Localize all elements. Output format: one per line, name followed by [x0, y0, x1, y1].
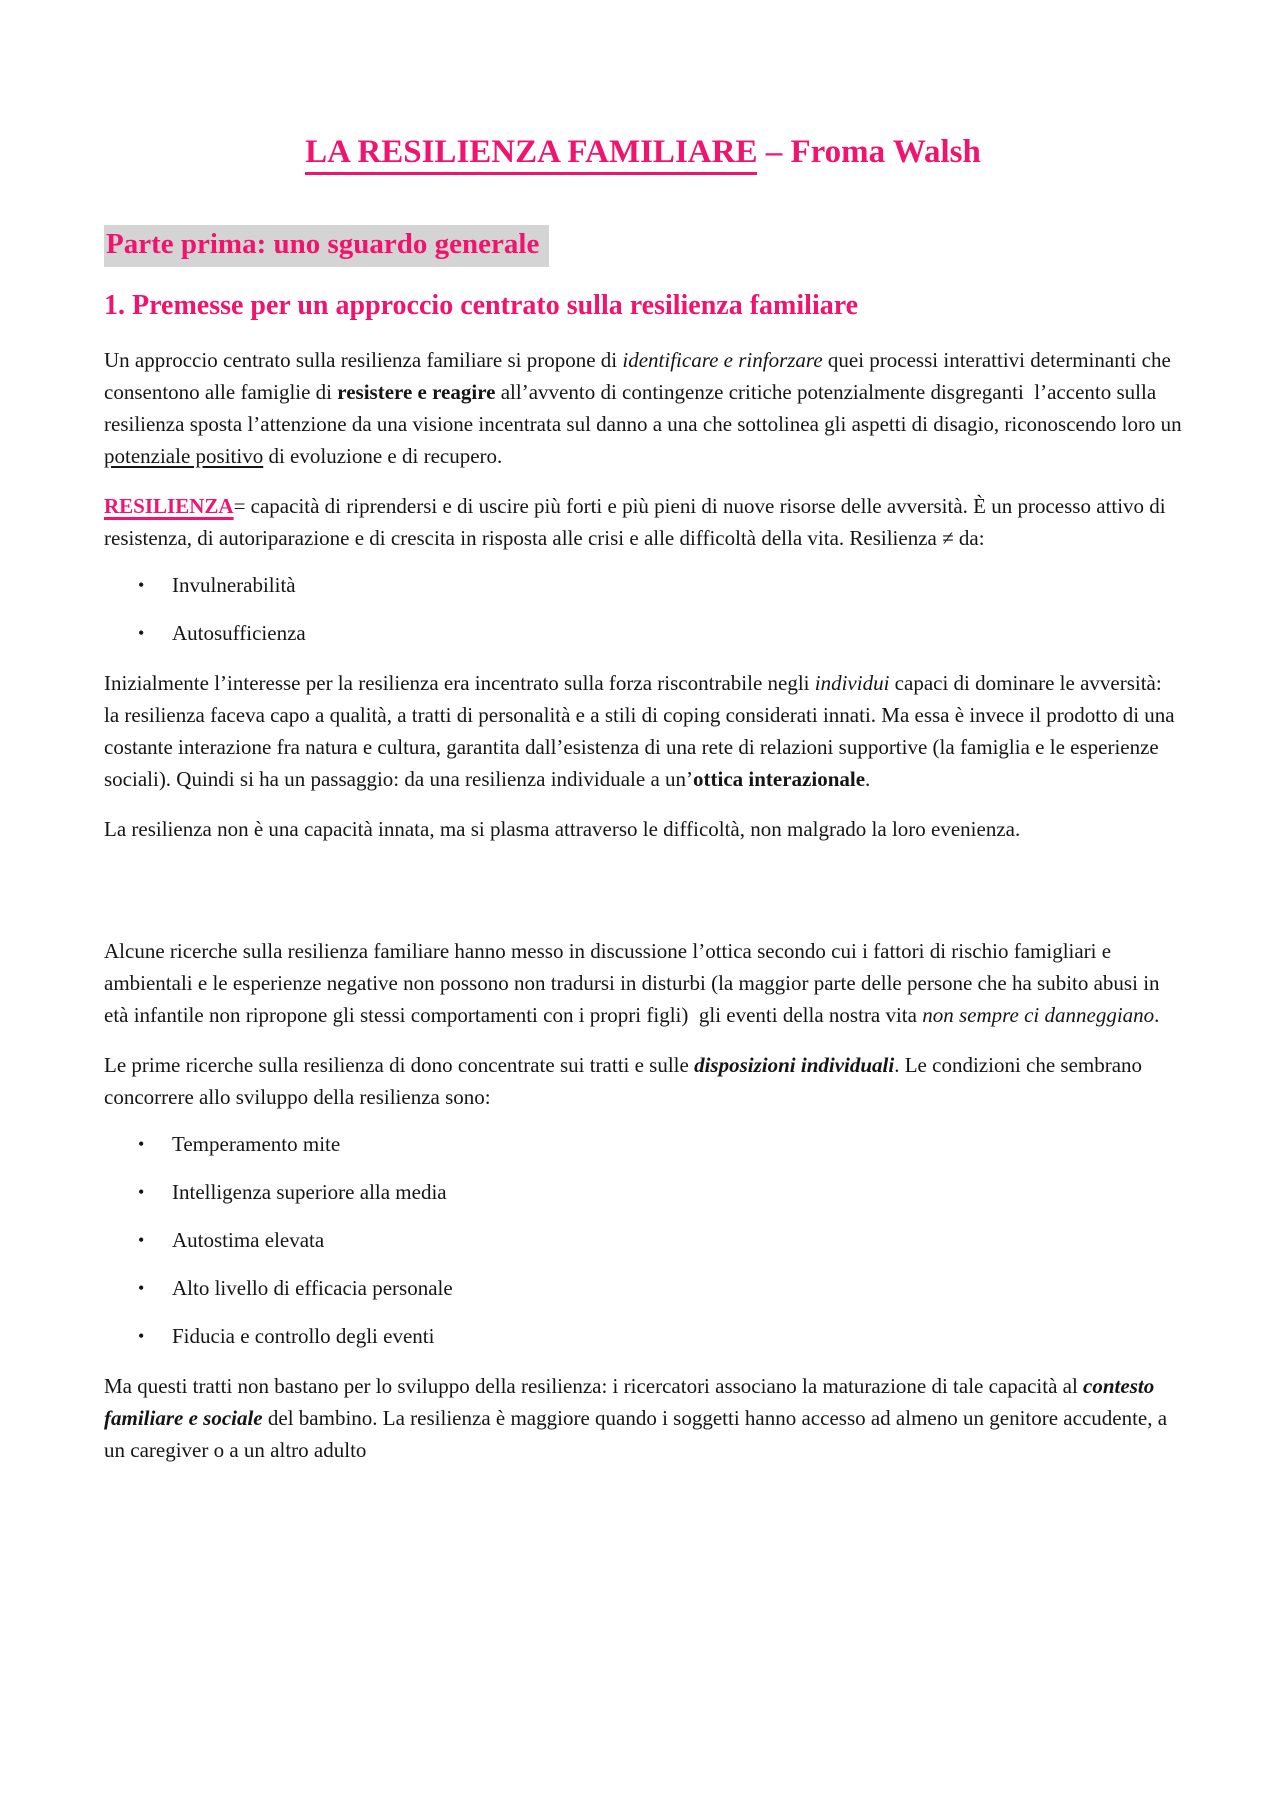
list-item: • Autosufficienza — [104, 617, 1182, 649]
title-main: LA RESILIENZA FAMILIARE — [305, 134, 757, 175]
paragraph-plasma: La resilienza non è una capacità innata, ma si plasma attraverso le difficoltà, non malgrado la loro evenienza. — [104, 816, 1021, 841]
list-item: • Fiducia e controllo degli eventi — [104, 1320, 1182, 1352]
paragraph-prime-ricerche: Le prime ricerche sulla resilienza di dono concentrate sui tratti e sulle disposizioni individuali. Le condizioni che sembrano concorrere allo sviluppo della resilienza sono: — [104, 1052, 1148, 1109]
blank-space — [104, 845, 1182, 917]
paragraph-approccio: Un approccio centrato sulla resilienza familiare si propone di identificare e rinforzare quei processi interattivi determinanti che consentono alle famiglie di resistere e reagire all’avvento di contingenze critiche potenzialmente disgreganti l’accento sulla resilienza sposta l’attenzione da una visione incentrata sul danno a una che sottolinea gli aspetti di disagio, riconoscendo loro un potenziale positivo di evoluzione e di recupero. — [104, 347, 1187, 468]
bullet-list-condizioni — [104, 1128, 1182, 1352]
part-heading: Parte prima: uno sguardo generale — [104, 225, 549, 267]
chapter-heading: 1. Premesse per un approccio centrato sulla resilienza familiare — [104, 289, 859, 321]
document-title — [104, 132, 1182, 173]
paragraph-alcune-ricerche: Alcune ricerche sulla resilienza familiare hanno messo in discussione l’ottica secondo cui i fattori di rischio famigliari e ambientali e le esperienze negative non possono non tradursi in disturbi (la maggior parte delle persone che ha subito abusi in età infantile non ripropone gli stessi comportamenti con i propri figli) gli eventi della nostra vita non sempre ci danneggiano. — [104, 938, 1165, 1027]
title-author-suffix: – Froma Walsh — [757, 134, 981, 170]
paragraph-resilienza-definizione: RESILIENZA= capacità di riprendersi e di uscire più forti e più pieni di nuove risorse delle avversità. È un processo attivo di resistenza, di autoriparazione e di crescita in risposta alle crisi e alle difficoltà della vita. Resilienza ≠ da: — [104, 493, 1171, 550]
list-item: • Alto livello di efficacia personale — [104, 1272, 1182, 1304]
list-item: • Intelligenza superiore alla media — [104, 1176, 1182, 1208]
bullet-list-resilienza-diversa — [104, 569, 1182, 649]
paragraph-inizialmente: Inizialmente l’interesse per la resilienza era incentrato sulla forza riscontrabile negli individui capaci di dominare le avversità: la resilienza faceva capo a qualità, a tratti di personalità e a stili di coping considerati innati. Ma essa è invece il prodotto di una costante interazione fra natura e cultura, garantita dall’esistenza di una rete di relazioni supportive (la famiglia e le esperienze sociali). Quindi si ha un passaggio: da una resilienza individuale a un’ottica interazionale. — [104, 670, 1180, 791]
list-item: • Autostima elevata — [104, 1224, 1182, 1256]
list-item: • Temperamento mite — [104, 1128, 1182, 1160]
part-heading-row — [104, 225, 1182, 267]
paragraph-ma-questi: Ma questi tratti non bastano per lo sviluppo della resilienza: i ricercatori associano la maturazione di tale capacità al contesto familiare e sociale del bambino. La resilienza è maggiore quando i soggetti hanno accesso ad almeno un genitore accudente, a un caregiver o a un altro adulto — [104, 1373, 1173, 1462]
list-item: • Invulnerabilità — [104, 569, 1182, 601]
